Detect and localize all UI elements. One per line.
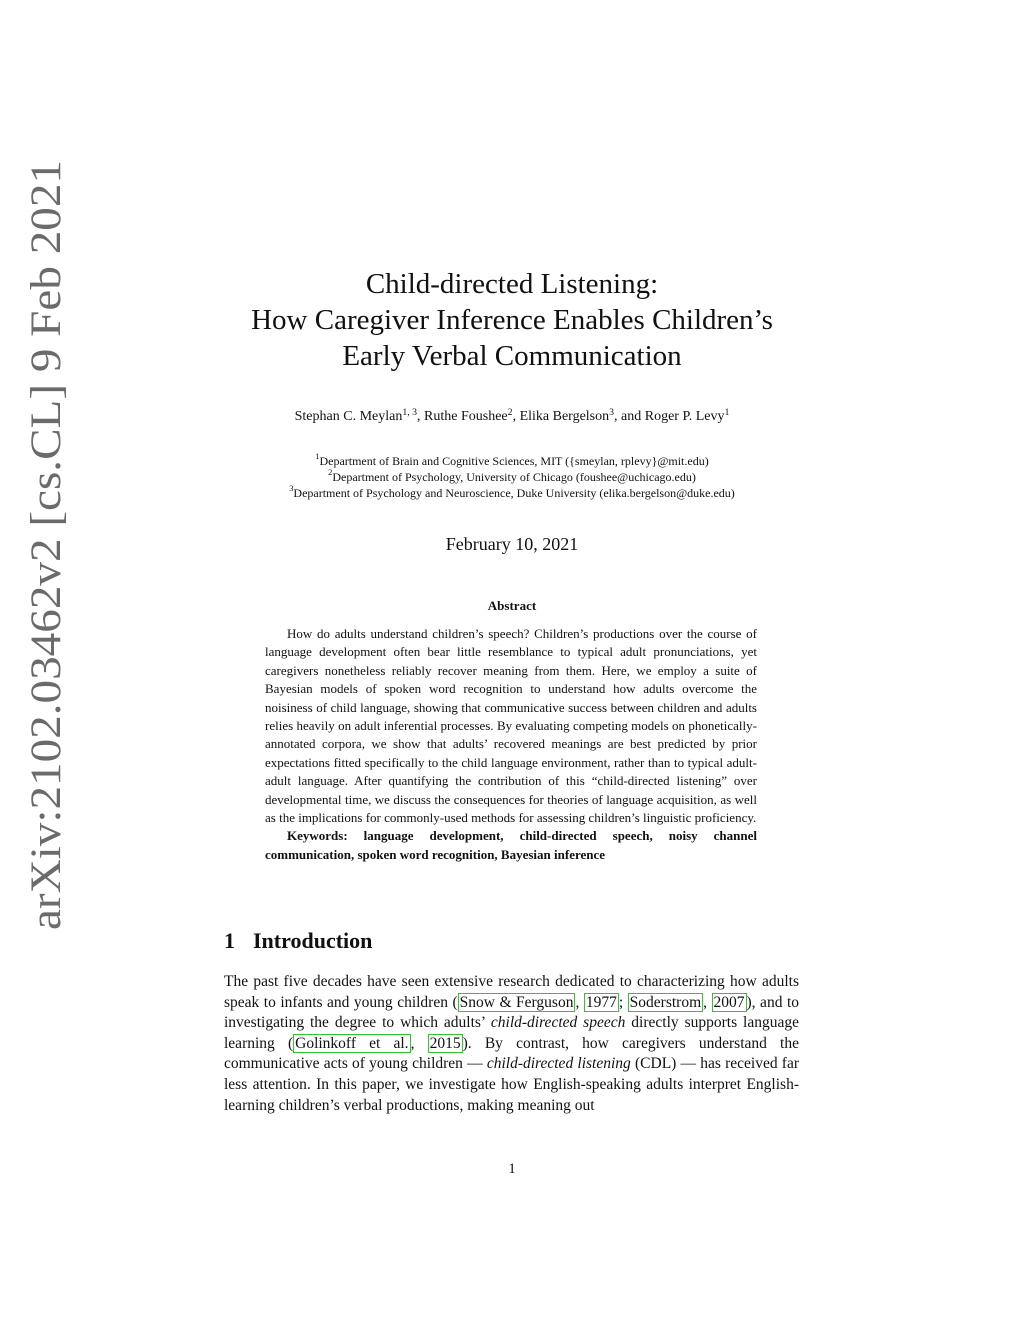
title-line: How Caregiver Inference Enables Children’s	[251, 304, 773, 336]
arxiv-identifier-text: arXiv:2102.03462v2 [cs.CL] 9 Feb 2021	[23, 227, 70, 930]
abstract-text: How do adults understand children’s speech? Children’s productions over the course of language development often bear little resemblance to typical adult pronunciations, yet caregivers nonetheless reliably recover meaning from them. Here, we employ a suite of Bayesian models of spoken word recognition to understand how adults overcome the noisiness of child language, showing that communicative success between children and adults relies heavily on adult inferential processes. By evaluating competing models on phonetically-annotated corpora, we show that adults’ recovered meanings are best predicted by prior expectations fitted specifically to the child language environment, rather than to typical adult-adult language. After quantifying the contribution of this “child-directed listening” over developmental time, we discuss the consequences for theories of language acquisition, as well as the implications for commonly-used methods for assessing children’s linguistic proficiency.	[265, 626, 757, 826]
intro-text: directly supports language learning (	[224, 1014, 799, 1052]
author-separator: , and	[614, 409, 645, 424]
arxiv-identifier-stamp	[4, 160, 84, 940]
author-separator: ,	[417, 409, 425, 424]
author-name: Stephan C. Meylan	[294, 409, 403, 424]
section-title: Introduction	[253, 928, 373, 953]
introduction-body	[224, 972, 799, 1116]
affiliation	[212, 469, 812, 485]
intro-emphasis: child-directed speech	[490, 1014, 626, 1032]
citation-link[interactable]: Soderstrom	[629, 993, 702, 1011]
publication-date: February 10, 2021	[445, 534, 579, 554]
citation-link[interactable]: 2015	[429, 1034, 461, 1052]
author-name: Ruthe Foushee	[424, 409, 508, 424]
citation-link[interactable]: 1977	[585, 993, 617, 1011]
affiliation-mark: 2	[328, 468, 333, 477]
abstract-heading: Abstract	[487, 598, 537, 613]
affiliation-text: Department of Psychology and Neuroscience, Duke University (elika.bergelson@duke.edu)	[293, 486, 735, 500]
affiliation	[212, 453, 812, 469]
intro-text: ;	[618, 993, 628, 1011]
section-number: 1	[224, 928, 235, 953]
intro-text: ) — has received far less attention. In this paper, we investigate how English-speaking adults interpret English-learning children’s verbal productions, making meaning out	[224, 1055, 800, 1114]
author-affiliation-mark: 1, 3	[402, 407, 418, 418]
intro-text: The past five decades have seen extensive research dedicated to characterizing how adults speak to infants and young children (	[224, 973, 799, 1011]
section-heading-introduction	[224, 928, 372, 954]
intro-text: ,	[410, 1034, 428, 1052]
affiliation-text: Department of Brain and Cognitive Sciences, MIT ({smeylan, rplevy}@mit.edu)	[319, 454, 709, 468]
affiliation-mark: 3	[289, 484, 294, 493]
abstract-body	[265, 625, 757, 864]
intro-text: (	[630, 1055, 641, 1073]
title-line: Child-directed Listening:	[365, 268, 659, 300]
paper-title	[212, 266, 812, 374]
citation-link[interactable]: Golinkoff et al.	[295, 1034, 409, 1052]
page-number: 1	[508, 1161, 516, 1177]
author-affiliation-mark: 1	[724, 407, 730, 418]
intro-text: ,	[575, 993, 584, 1011]
author-affiliation-mark: 3	[609, 407, 615, 418]
author-name: Roger P. Levy	[644, 409, 725, 424]
intro-text: ), and to investigating the degree to which adults’	[224, 993, 800, 1032]
affiliation	[212, 485, 812, 501]
introduction-paragraph	[224, 972, 799, 1116]
affiliation-text: Department of Psychology, University of Chicago (foushee@uchicago.edu)	[332, 470, 696, 484]
author-list	[212, 407, 812, 427]
intro-acronym: CDL	[640, 1055, 672, 1073]
author-name: Elika Bergelson	[519, 409, 610, 424]
intro-text: ). By contrast, how caregivers understand the communicative acts of young children —	[224, 1034, 799, 1073]
affiliation-mark: 1	[315, 452, 320, 461]
citation-link[interactable]: Snow & Ferguson	[459, 993, 574, 1011]
author-affiliation-mark: 2	[507, 407, 513, 418]
title-line: Early Verbal Communication	[342, 340, 682, 372]
intro-text: ,	[703, 993, 712, 1011]
author-separator: ,	[512, 409, 520, 424]
intro-emphasis: child-directed listening	[486, 1055, 631, 1073]
citation-link[interactable]: 2007	[713, 993, 745, 1011]
affiliation-list	[212, 453, 812, 501]
abstract-keywords: Keywords: language development, child-directed speech, noisy channel communication, spoken word recognition, Bayesian inference	[265, 828, 757, 862]
